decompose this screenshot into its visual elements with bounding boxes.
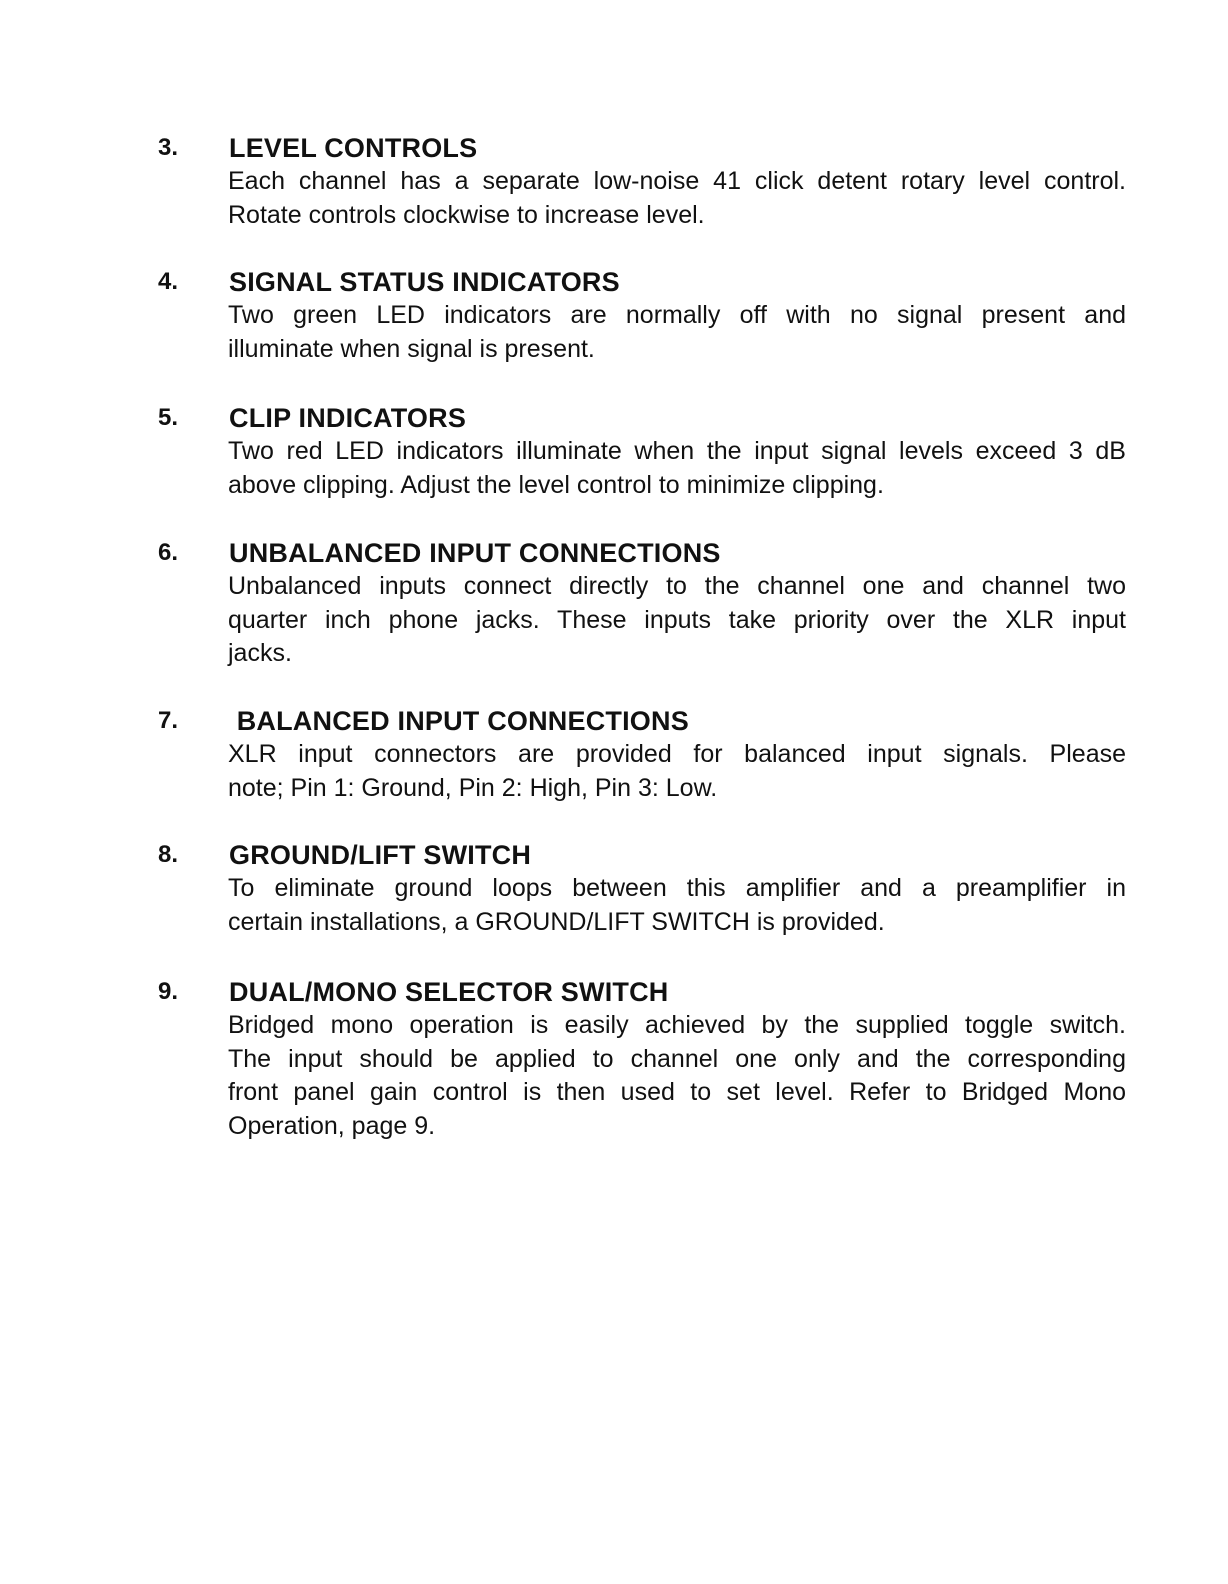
section-number: 8.: [158, 841, 179, 868]
section-body: [228, 165, 1126, 232]
body-line: above clipping. Adjust the level control to minimize clipping.: [228, 470, 884, 499]
section-body: [228, 738, 1126, 805]
section-heading: DUAL/MONO SELECTOR SWITCH: [229, 977, 669, 1007]
section-body: [228, 872, 1126, 939]
body-line: Each channel has a separate low-noise 41 click detent rotary level control.: [228, 167, 1126, 195]
body-line: front panel gain control is then used to set level. Refer to Bridged Mono: [228, 1078, 1126, 1106]
section-heading: SIGNAL STATUS INDICATORS: [229, 267, 620, 297]
section-heading: CLIP INDICATORS: [229, 403, 467, 433]
section-body: [228, 570, 1126, 671]
body-line: Two green LED indicators are normally off with no signal present and: [228, 301, 1126, 329]
body-line: Rotate controls clockwise to increase level.: [228, 200, 705, 229]
section-heading: LEVEL CONTROLS: [229, 133, 478, 163]
section-number: 3.: [158, 134, 179, 161]
body-line: Unbalanced inputs connect directly to the channel one and channel two: [228, 572, 1126, 600]
body-line: note; Pin 1: Ground, Pin 2: High, Pin 3: Low.: [228, 773, 718, 802]
body-line: Two red LED indicators illuminate when the input signal levels exceed 3 dB: [228, 437, 1126, 465]
body-line: certain installations, a GROUND/LIFT SWITCH is provided.: [228, 907, 885, 936]
body-line: quarter inch phone jacks. These inputs take priority over the XLR input: [228, 605, 1126, 634]
section-number: 7.: [158, 707, 179, 734]
section-heading: GROUND/LIFT SWITCH: [229, 840, 532, 870]
body-line: Bridged mono operation is easily achieved by the supplied toggle switch.: [228, 1011, 1126, 1039]
section-heading: BALANCED INPUT CONNECTIONS: [229, 706, 689, 736]
section-number: 4.: [158, 268, 179, 295]
section-heading: UNBALANCED INPUT CONNECTIONS: [229, 538, 721, 568]
body-line: illuminate when signal is present.: [228, 334, 595, 363]
section-body: [228, 1009, 1126, 1143]
body-line: To eliminate ground loops between this amplifier and a preamplifier in: [228, 874, 1126, 902]
section-number: 9.: [158, 978, 179, 1005]
body-line: The input should be applied to channel one only and the corresponding: [228, 1044, 1126, 1073]
section-number: 5.: [158, 404, 179, 431]
body-line: jacks.: [228, 639, 292, 667]
section-body: [228, 299, 1126, 366]
section-body: [228, 435, 1126, 502]
body-line: XLR input connectors are provided for balanced input signals. Please: [228, 740, 1126, 768]
section-number: 6.: [158, 539, 179, 566]
body-line: Operation, page 9.: [228, 1111, 436, 1140]
